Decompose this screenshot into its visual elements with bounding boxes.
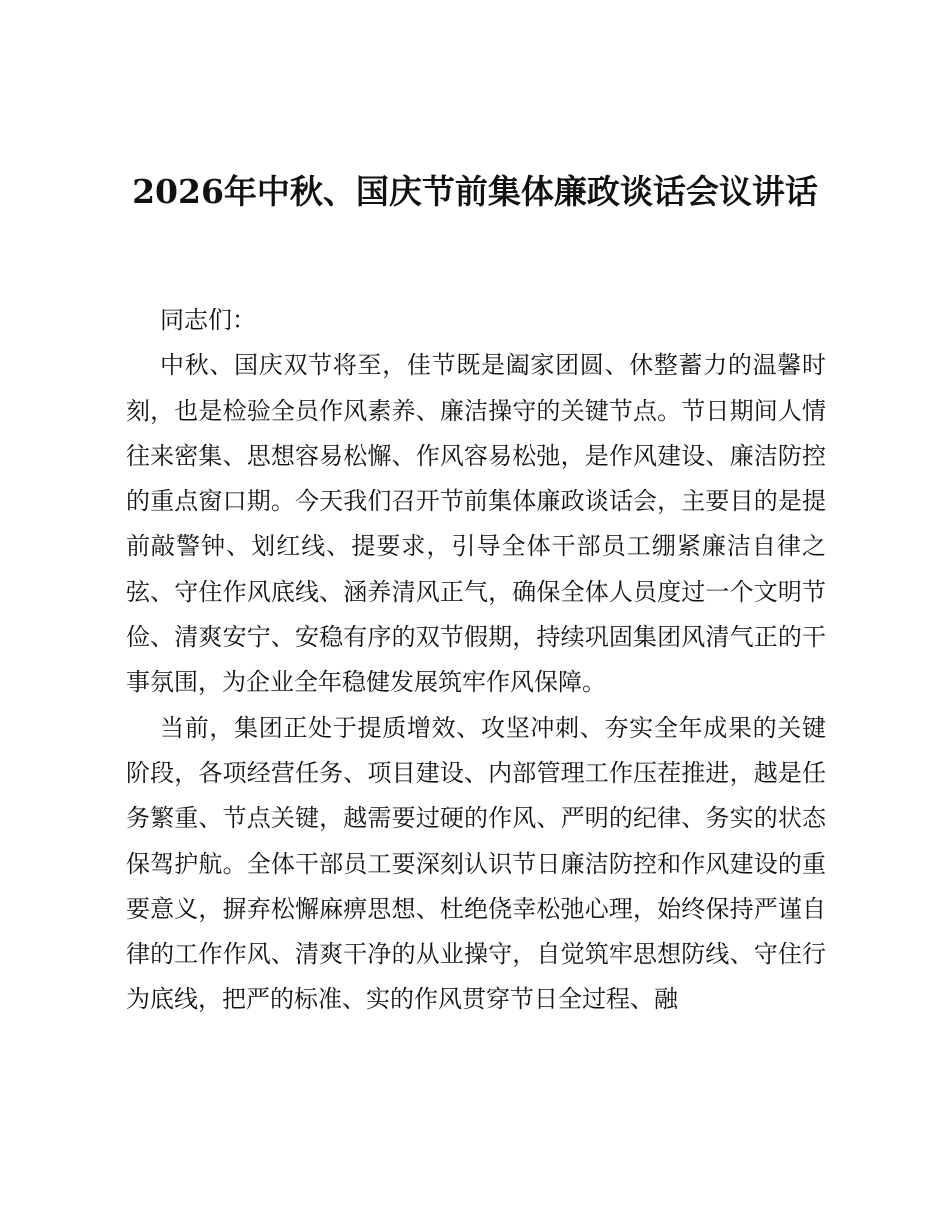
document-body [126, 298, 826, 1023]
salutation: 同志们： [160, 306, 256, 334]
document-title: 2026年中秋、国庆节前集体廉政谈话会议讲话 [132, 172, 818, 211]
paragraph-1: 中秋、国庆双节将至，佳节既是阖家团圆、休整蓄力的温馨时刻，也是检验全员作风素养、廉洁操守的关键节点。节日期间人情往来密集、思想容易松懈、作风容易松弛，是作风建设、廉洁防控的重点窗口期。今天我们召开节前集体廉政谈话会，主要目的是提前敲警钟、划红线、提要求，引导全体干部员工绷紧廉洁自律之弦、守住作风底线、涵养清风正气，确保全体人员度过一个文明节俭、清爽安宁、安稳有序的双节假期，持续巩固集团风清气正的干事氛围，为企业全年稳健发展筑牢作风保障。 [126, 351, 826, 697]
paragraph-2: 当前，集团正处于提质增效、攻坚冲刺、夯实全年成果的关键阶段，各项经营任务、项目建设、内部管理工作压茬推进，越是任务繁重、节点关键，越需要过硬的作风、严明的纪律、务实的状态保驾护航。全体干部员工要深刻认识节日廉洁防控和作风建设的重要意义，摒弃松懈麻痹思想、杜绝侥幸松弛心理，始终保持严谨自律的工作作风、清爽干净的从业操守，自觉筑牢思想防线、守住行为底线，把严的标准、实的作风贯穿节日全过程、融 [126, 713, 826, 1014]
